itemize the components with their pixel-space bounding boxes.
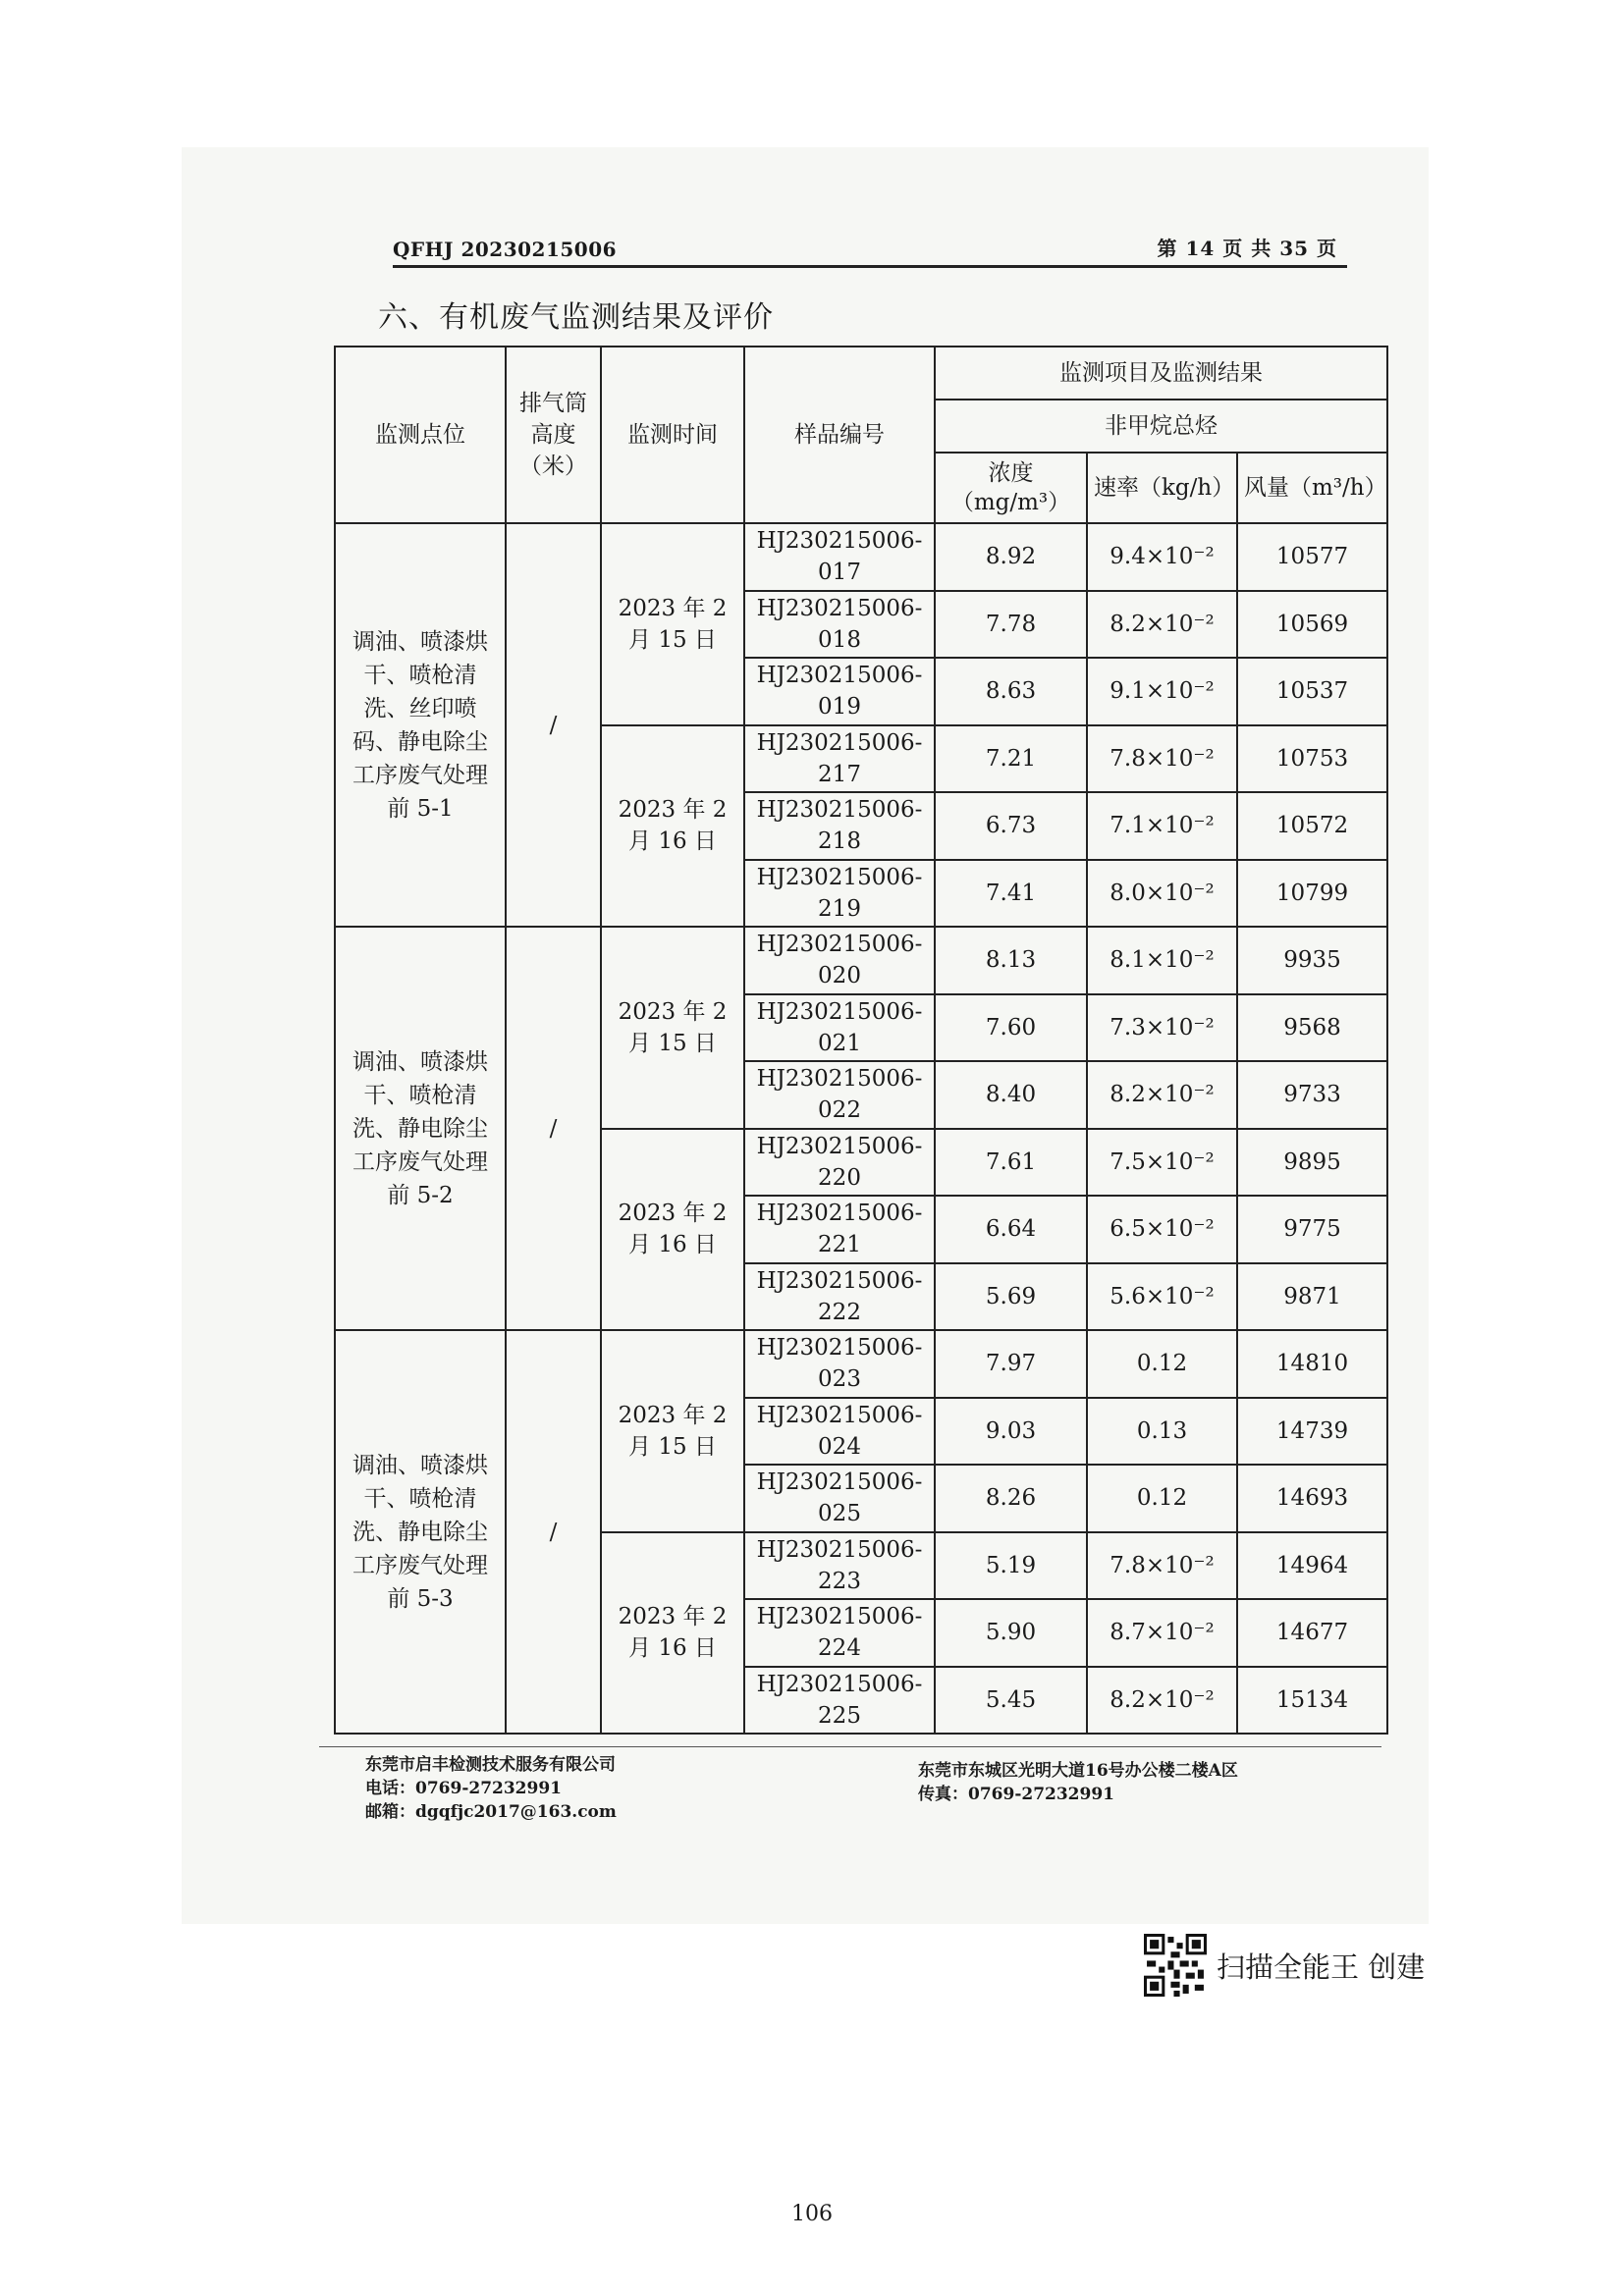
sample-id-cell: HJ230215006-023 (744, 1330, 935, 1398)
rate-cell: 9.1×10⁻² (1087, 658, 1237, 725)
rate-cell: 9.4×10⁻² (1087, 523, 1237, 591)
concentration-cell: 7.78 (935, 591, 1087, 659)
flow-cell: 9871 (1237, 1263, 1387, 1331)
rate-cell: 0.13 (1087, 1398, 1237, 1466)
flow-cell: 9935 (1237, 927, 1387, 994)
flow-cell: 15134 (1237, 1667, 1387, 1735)
header-sample: 样品编号 (744, 347, 935, 523)
company-name: 东莞市启丰检测技术服务有限公司 (365, 1755, 616, 1775)
flow-cell: 9775 (1237, 1196, 1387, 1263)
rate-cell: 0.12 (1087, 1465, 1237, 1532)
concentration-cell: 9.03 (935, 1398, 1087, 1466)
sample-id-cell: HJ230215006-219 (744, 860, 935, 928)
rate-cell: 8.2×10⁻² (1087, 1061, 1237, 1129)
rate-cell: 6.5×10⁻² (1087, 1196, 1237, 1263)
flow-cell: 10799 (1237, 860, 1387, 928)
concentration-cell: 7.41 (935, 860, 1087, 928)
header-flow: 风量（m³/h） (1237, 453, 1387, 523)
flow-cell: 10537 (1237, 658, 1387, 725)
company-phone: 电话：0769-27232991 (365, 1779, 562, 1798)
scanner-watermark (1144, 1934, 1425, 1997)
sample-id-cell: HJ230215006-024 (744, 1398, 935, 1466)
document-header (393, 236, 1347, 268)
header-location: 监测点位 (335, 347, 506, 523)
date-cell: 2023 年 2 月 15 日 (601, 927, 744, 1129)
footer-divider (319, 1746, 1381, 1747)
header-item: 非甲烷总烃 (935, 400, 1387, 453)
concentration-cell: 5.45 (935, 1667, 1087, 1735)
results-table (334, 346, 1388, 1735)
rate-cell: 8.7×10⁻² (1087, 1599, 1237, 1667)
flow-cell: 9895 (1237, 1129, 1387, 1197)
concentration-cell: 8.13 (935, 927, 1087, 994)
concentration-cell: 5.19 (935, 1532, 1087, 1600)
document-id: QFHJ 20230215006 (393, 238, 618, 261)
stack-height-cell: / (506, 523, 601, 927)
date-cell: 2023 年 2 月 15 日 (601, 523, 744, 725)
sample-id-cell: HJ230215006-025 (744, 1465, 935, 1532)
location-cell: 调油、喷漆烘干、喷枪清洗、静电除尘工序废气处理前 5-2 (335, 927, 506, 1330)
concentration-cell: 8.92 (935, 523, 1087, 591)
concentration-cell: 5.90 (935, 1599, 1087, 1667)
concentration-cell: 7.61 (935, 1129, 1087, 1197)
rate-cell: 5.6×10⁻² (1087, 1263, 1237, 1331)
location-cell: 调油、喷漆烘干、喷枪清洗、丝印喷码、静电除尘工序废气处理前 5-1 (335, 523, 506, 927)
rate-cell: 7.5×10⁻² (1087, 1129, 1237, 1197)
company-fax: 传真：0769-27232991 (918, 1785, 1114, 1804)
flow-cell: 10572 (1237, 792, 1387, 860)
concentration-cell: 8.40 (935, 1061, 1087, 1129)
flow-cell: 10753 (1237, 725, 1387, 793)
rate-cell: 8.1×10⁻² (1087, 927, 1237, 994)
qr-code-icon (1144, 1934, 1207, 1997)
table-body (335, 523, 1387, 1734)
sample-id-cell: HJ230215006-225 (744, 1667, 935, 1735)
concentration-cell: 7.21 (935, 725, 1087, 793)
concentration-cell: 8.63 (935, 658, 1087, 725)
company-address: 东莞市东城区光明大道16号办公楼二楼A区 (918, 1761, 1238, 1781)
rate-cell: 8.2×10⁻² (1087, 591, 1237, 659)
sample-id-cell: HJ230215006-017 (744, 523, 935, 591)
header-rate: 速率（kg/h） (1087, 453, 1237, 523)
rate-cell: 0.12 (1087, 1330, 1237, 1398)
sample-id-cell: HJ230215006-218 (744, 792, 935, 860)
company-email: 邮箱：dgqfjc2017@163.com (365, 1802, 617, 1822)
concentration-cell: 5.69 (935, 1263, 1087, 1331)
table-row (335, 1330, 1387, 1398)
sample-id-cell: HJ230215006-224 (744, 1599, 935, 1667)
watermark-text: 扫描全能王 创建 (1217, 1949, 1426, 1984)
header-monitoring-group: 监测项目及监测结果 (935, 347, 1387, 400)
concentration-cell: 7.97 (935, 1330, 1087, 1398)
rate-cell: 8.2×10⁻² (1087, 1667, 1237, 1735)
rate-cell: 8.0×10⁻² (1087, 860, 1237, 928)
section-title: 六、有机废气监测结果及评价 (378, 300, 774, 335)
header-height: 排气筒高度（米） (506, 347, 601, 523)
flow-cell: 14693 (1237, 1465, 1387, 1532)
header-time: 监测时间 (601, 347, 744, 523)
date-cell: 2023 年 2 月 16 日 (601, 1532, 744, 1735)
flow-cell: 14739 (1237, 1398, 1387, 1466)
sample-id-cell: HJ230215006-021 (744, 994, 935, 1062)
sample-id-cell: HJ230215006-223 (744, 1532, 935, 1600)
date-cell: 2023 年 2 月 16 日 (601, 725, 744, 928)
flow-cell: 14810 (1237, 1330, 1387, 1398)
flow-cell: 14964 (1237, 1532, 1387, 1600)
sample-id-cell: HJ230215006-019 (744, 658, 935, 725)
footer-address-block (918, 1759, 1238, 1806)
flow-cell: 14677 (1237, 1599, 1387, 1667)
rate-cell: 7.8×10⁻² (1087, 1532, 1237, 1600)
sample-id-cell: HJ230215006-221 (744, 1196, 935, 1263)
rate-cell: 7.8×10⁻² (1087, 725, 1237, 793)
sample-id-cell: HJ230215006-220 (744, 1129, 935, 1197)
concentration-cell: 6.73 (935, 792, 1087, 860)
concentration-cell: 6.64 (935, 1196, 1087, 1263)
flow-cell: 10577 (1237, 523, 1387, 591)
date-cell: 2023 年 2 月 16 日 (601, 1129, 744, 1331)
sample-id-cell: HJ230215006-217 (744, 725, 935, 793)
table-row (335, 927, 1387, 994)
stack-height-cell: / (506, 1330, 601, 1734)
sample-id-cell: HJ230215006-022 (744, 1061, 935, 1129)
table-row (335, 523, 1387, 591)
location-cell: 调油、喷漆烘干、喷枪清洗、静电除尘工序废气处理前 5-3 (335, 1330, 506, 1734)
page-info: 第 14 页 共 35 页 (1157, 237, 1337, 260)
sample-id-cell: HJ230215006-018 (744, 591, 935, 659)
rate-cell: 7.3×10⁻² (1087, 994, 1237, 1062)
footer-contact (365, 1753, 617, 1824)
rate-cell: 7.1×10⁻² (1087, 792, 1237, 860)
date-cell: 2023 年 2 月 15 日 (601, 1330, 744, 1532)
flow-cell: 9568 (1237, 994, 1387, 1062)
sample-id-cell: HJ230215006-222 (744, 1263, 935, 1331)
sample-id-cell: HJ230215006-020 (744, 927, 935, 994)
flow-cell: 9733 (1237, 1061, 1387, 1129)
concentration-cell: 8.26 (935, 1465, 1087, 1532)
concentration-cell: 7.60 (935, 994, 1087, 1062)
flow-cell: 10569 (1237, 591, 1387, 659)
stack-height-cell: / (506, 927, 601, 1330)
page-number: 106 (791, 2202, 833, 2226)
header-concentration: 浓度（mg/m³） (935, 453, 1087, 523)
